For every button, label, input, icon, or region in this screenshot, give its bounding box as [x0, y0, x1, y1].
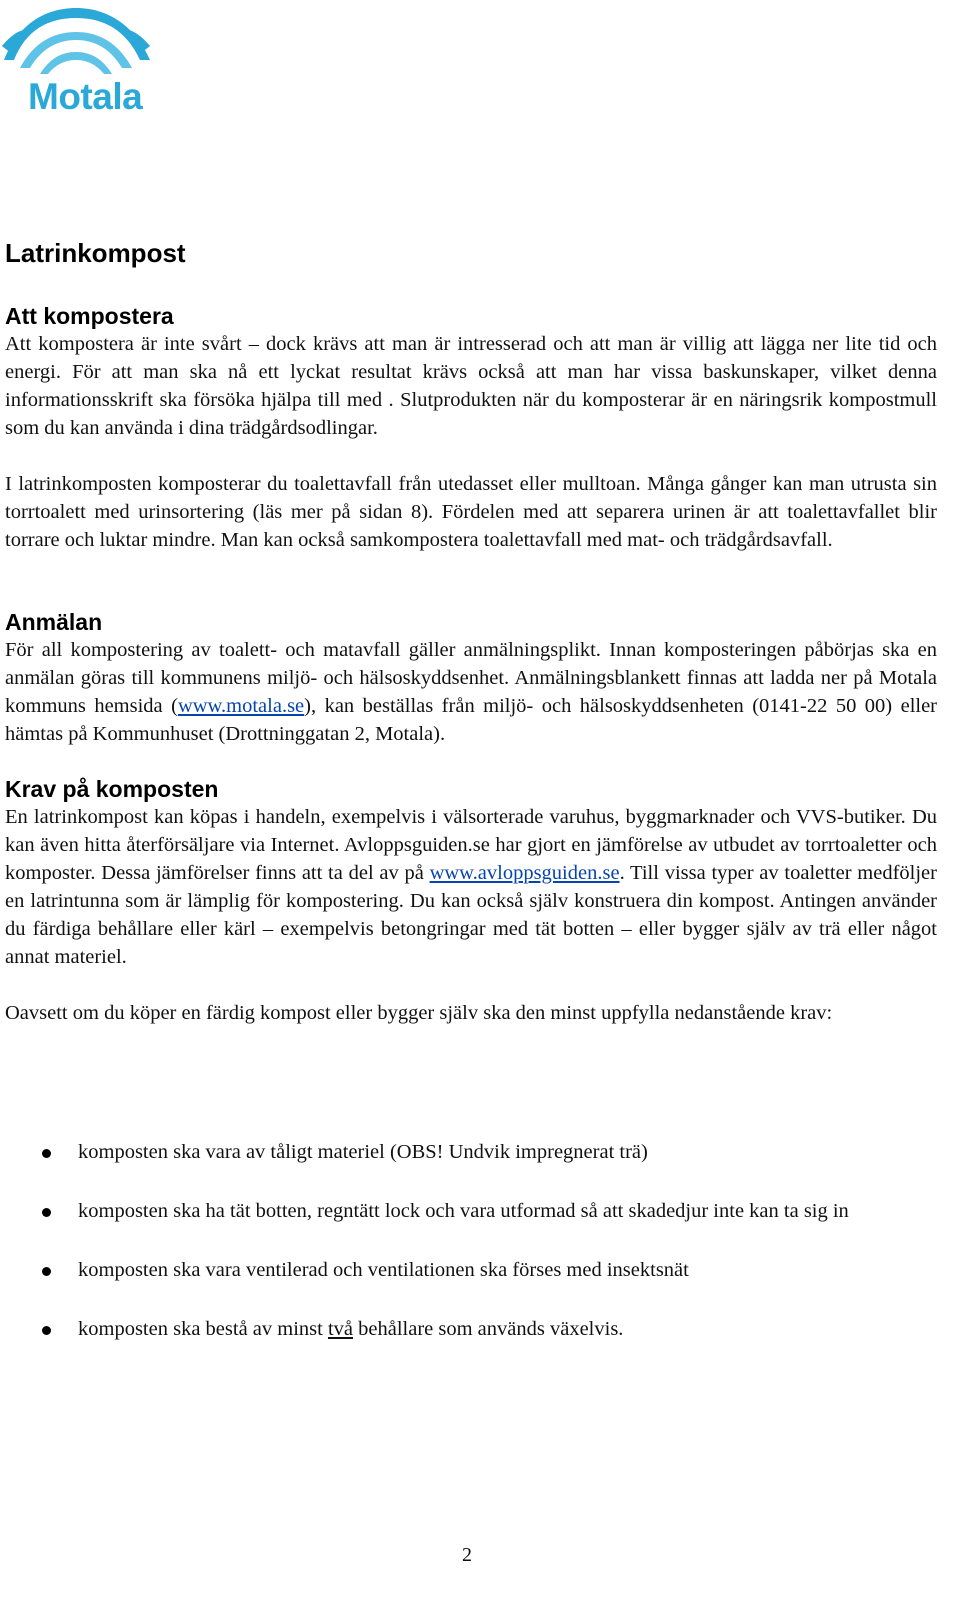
text: En latrinkompost kan köpas i handeln, exempelvis i välsorterade varuhus, byggmarknader och VVS-butiker. Du kan även hitta återförsäljare via Internet. Avloppsguiden.se har gjort en jämförelse av utbudet av torrtoaletter och komposter. Dessa jämförelser finns att ta del av på	[5, 806, 937, 884]
bullet-icon	[42, 1149, 51, 1158]
section-krav	[5, 775, 937, 1027]
page-title: Latrinkompost	[5, 238, 186, 268]
section-anmalan	[5, 608, 937, 748]
list-item: komposten ska vara av tåligt materiel (OBS! Undvik impregnerat trä)	[5, 1138, 937, 1166]
paragraph: I latrinkomposten komposterar du toalettavfall från utedasset eller mulltoan. Många gånger kan man utrusta sin torrtoalett med urinsortering (läs mer på sidan 8). Fördelen med att separera urinen är att toalettavfallet blir torrare och luktar mindre. Man kan också samkompostera toalettavfall med mat- och trädgårdsavfall.	[5, 473, 937, 551]
paragraph: Oavsett om du köper en färdig kompost eller bygger själv ska den minst uppfylla nedanstående krav:	[5, 1002, 833, 1024]
list-item: komposten ska ha tät botten, regntätt lock och vara utformad så att skadedjur inte kan ta sig in	[5, 1197, 937, 1225]
section-att-kompostera	[5, 302, 937, 554]
page-number: 2	[462, 1544, 472, 1566]
section-heading: Att kompostera	[5, 303, 174, 329]
motala-logo	[0, 0, 160, 120]
avloppsguiden-link[interactable]: www.avloppsguiden.se	[429, 862, 620, 884]
logo-text: Motala	[28, 76, 143, 117]
text: ), kan beställas från miljö- och hälsoskyddsenheten (0141-22 50 00) eller hämtas på Kommunhuset (Drottninggatan 2, Motala).	[5, 695, 938, 745]
bullet-icon	[42, 1326, 51, 1335]
section-heading: Anmälan	[5, 609, 103, 635]
underlined-word: två	[327, 1318, 354, 1340]
paragraph	[5, 636, 937, 748]
list-item: komposten ska vara ventilerad och ventilationen ska förses med insektsnät	[5, 1256, 937, 1284]
paragraph	[5, 803, 937, 971]
motala-link[interactable]: www.motala.se	[177, 695, 305, 717]
section-heading: Krav på komposten	[5, 776, 219, 802]
bullet-icon	[42, 1267, 51, 1276]
requirements-list	[5, 1138, 937, 1343]
list-item: komposten ska bestå av minst två behållare som används växelvis.	[5, 1315, 937, 1343]
bullet-icon	[42, 1208, 51, 1217]
text: . Till vissa typer av toaletter medföljer en latrintunna som är lämplig för kompostering. Du kan också själv konstruera din kompost. Antingen använder du färdiga behållare eller kärl – exempelvis betongringar med tät botten – eller bygger själv av trä eller något annat materiel.	[5, 862, 937, 968]
text: För all kompostering av toalett- och matavfall gäller anmälningsplikt. Innan komposteringen påbörjas ska en anmälan göras till kommunens miljö- och hälsoskyddsenhet. Anmälningsblankett finnas att ladda ner på Motala kommuns hemsida (	[5, 639, 937, 717]
wave-logo-icon	[0, 0, 160, 80]
paragraph: Att kompostera är inte svårt – dock krävs att man är intresserad och att man är villig att lägga ner lite tid och energi. För att man ska nå ett lyckat resultat krävs också att man har vissa baskunskaper, vilket denna informationsskrift ska försöka hjälpa till med . Slutprodukten när du komposterar är en näringsrik kompostmull som du kan använda i dina trädgårdsodlingar.	[5, 333, 937, 439]
